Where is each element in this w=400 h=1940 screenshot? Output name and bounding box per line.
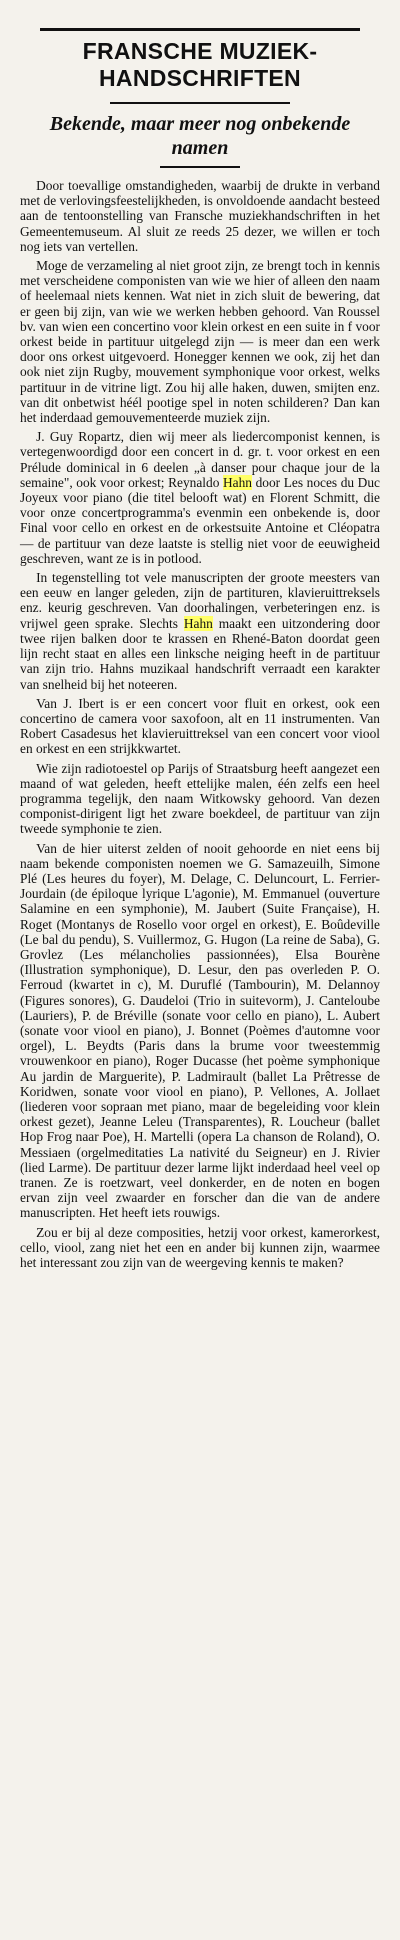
- paragraph-closing: Zou er bij al deze composities, hetzij voor orkest, kamerorkest, cello, viool, zang niet het een en ander bij kunnen zijn, waarmee het interessant zou zijn van de weergeving kennis te maken?: [20, 1224, 380, 1271]
- headline: FRANSCHE MUZIEK-HANDSCHRIFTEN: [82, 38, 318, 91]
- subheadline: Bekende, maar meer nog onbekende namen: [49, 113, 351, 159]
- paragraph-intro: Door toevallige omstandigheden, waarbij de drukte in verband met de verlovingsfeestelijkheden, is onvoldoende aandacht besteed aan de tentoonstelling van Fransche muziekhandschriften in het Gemeentemuseum. Al sluit ze reeds 25 dezer, we willen er toch nog iets van vertellen.: [20, 178, 380, 254]
- paragraph-manuscripts: In tegenstelling tot vele manuscripten der groote meesters van een eeuw en langer geleden, zijn de partituren, klavieruittreksels enz. keurig geschreven. Van doorhalingen, verbeteringen enz. is vrijwel geen sprake. Slechts Hahn maakt een uitzondering door twee rijen balken door te krassen en Rhené-Baton doordat geen lijn recht staat en alles een linksche neiging heeft in de partituur van zijn trio. Hahns muzikaal handschrift verraadt een karakter van snelheid bij het noteeren.: [20, 570, 381, 692]
- paragraph-ibert: Van J. Ibert is er een concert voor fluit en orkest, ook een concertino de camera voor saxofoon, alt en 11 instrumenten. Van Robert Casadesus het klavieruittreksel van een concert voor viool en orkest en een strijkkwartet.: [20, 695, 380, 757]
- paragraph-ropartz: J. Guy Ropartz, dien wij meer als liedercomponist kennen, is vertegenwoordigd door een concert in d. gr. t. voor orkest en een Prélude dominical in 6 deelen „à danser pour chaque jour de la semaine", ook voor orkest; Reynaldo Hahn door Les noces du Duc Joyeux voor piano (die titel belooft wat) en Florent Schmitt, die voor onze concertprogramma's evenmin een onbekende is, door Final voor cello en orkest en de orkestsuite Antoine et Cléopatra — de partituur van deze laatste is stellig niet voor de eeuwigheid geschreven, want ze is in potlood.: [20, 429, 380, 566]
- paragraph-witkowsky: Wie zijn radiotoestel op Parijs of Straatsburg heeft aangezet een maand of wat geleden, heeft ettelijke malen, één zelfs een heel programma tegelijk, den naam Witkowsky gehoord. Van dezen componist-dirigent ligt het zware boekdeel, de partituur van zijn tweede symphonie te zien.: [20, 760, 380, 837]
- article-body: [20, 178, 380, 1274]
- top-rule: [40, 28, 360, 31]
- paragraph-collection: Moge de verzameling al niet groot zijn, ze brengt toch in kennis met verscheidene componisten van wie we hier of alleen den naam of heelemaal niets kennen. Wat niet in zich sluit de bewering, dat er geen bij zijn, van wie we werken hebben gehoord. Van Roussel bv. van wien een concertino voor klein orkest en een suite in f voor orkest beide in partituur uitgelegd zijn — is meer dan een werk door ons orkest uitgevoerd. Honegger kennen we ook, zij het dan ook niet zijn Rugby, mouvement symphonique voor orkest, welks partituur in de vitrine ligt. Zou hij alle haken, duwen, smijten enz. van dit onbetwist héél pootige spel in noten schilderen? Dan kan het inderdaad gemouvementeerde muziek zijn.: [20, 258, 380, 426]
- paragraph-composers-list: Van de hier uiterst zelden of nooit gehoorde en niet eens bij naam bekende componisten noemen we G. Samazeuilh, Simone Plé (Les heures du foyer), M. Delage, C. Deluncourt, L. Ferrier-Jourdain (de épiloque lyrique L'agonie), M. Emmanuel (ouverture Salamine en een symphonie), M. Jaubert (Suite Française), H. Roget (Montanys de Rosello voor orgel en orkest), E. Boûdeville (Le bal du pendu), S. Vuillermoz, G. Hugon (La reine de Saba), G. Grovlez (Les mélancholies passionnées), Elsa Bourène (Illustration symphonique), D. Lesur, den pas overleden P. O. Ferroud (kwartet in c), M. Duruflé (Tambourin), M. Delannoy (Figures sonores), G. Daudeloi (Trio in suitevorm), J. Canteloube (Lauriers), P. de Bréville (sonate voor cello en piano), L. Aubert (sonate voor viool en piano), J. Bonnet (Poèmes d'automne voor orgel), L. Beydts (Paris dans la brume voor tweestemmig vrouwenkoor en piano), Roger Ducasse (het poème symphonique Au jardin de Marguerite), P. Ladmirault (ballet La Prêtresse de Koridwen, sonate voor viool en piano), P. Vellones, A. Jollaet (liederen voor sopraan met piano, maar de begeleiding voor klein orkest gezet), Jeanne Leleu (Transparentes), R. Loucheur (ballet Hop Frog naar Poe), H. Martelli (opera La chanson de Roland), O. Messiaen (orgelmeditaties La nativité du Seigneur) en J. Rivier (lied Larme). De partituur dezer larme lijkt inderdaad heel veel op tranen. Ze is roetzwart, veel donkerder, en de noten en bogen ervan zijn veel zwaarder en forscher dan die van de andere manuscripten. Het heeft iets rouwigs.: [20, 840, 380, 1221]
- search-highlight: Hahn: [223, 474, 253, 490]
- headline-divider: [110, 102, 290, 104]
- subheadline-divider: [160, 166, 240, 168]
- search-highlight: Hahn: [183, 615, 213, 631]
